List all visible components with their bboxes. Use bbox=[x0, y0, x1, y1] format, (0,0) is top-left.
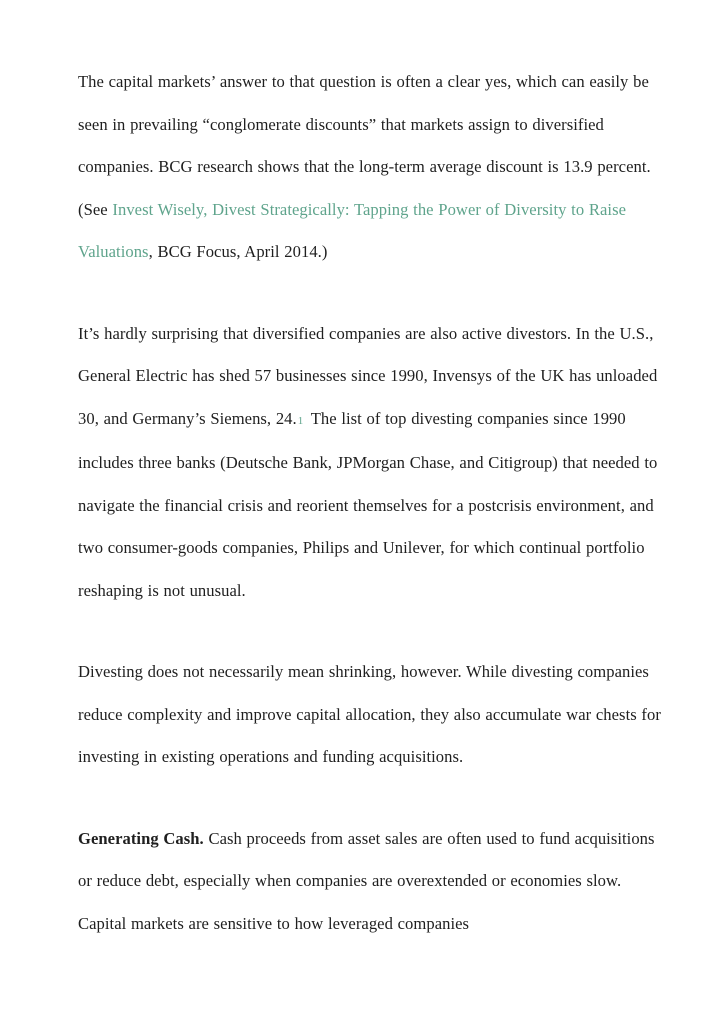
paragraph-text: Divesting does not necessarily mean shrinking, however. While divesting companies reduce complexity and improve capital allocation, they also accumulate war chests for investing in existing operations and funding acquisitions. bbox=[78, 662, 661, 766]
section-heading-generating-cash: Generating Cash. bbox=[78, 828, 204, 848]
paragraph-divesting-not-shrinking bbox=[78, 651, 665, 779]
paragraph-text: The capital markets’ answer to that question is often a clear yes, which can easily be seen in prevailing “conglomerate discounts” that markets assign to diversified companies. BCG research shows that the long-term average discount is 13.9 percent. (See bbox=[78, 72, 651, 219]
invest-wisely-article-link[interactable]: Invest Wisely, Divest Strategically: Tapping the Power of Diversity to Raise Valuations bbox=[78, 199, 626, 261]
paragraph-text: Cash proceeds from asset sales are often used to fund acquisitions or reduce debt, especially when companies are overextended or economies slow. Capital markets are sensitive to how leveraged companies bbox=[78, 828, 655, 933]
paragraph-text: It’s hardly surprising that diversified companies are also active divestors. In the U.S., General Electric has shed 57 businesses since 1990, Invensys of the UK has unloaded 30, and Germany’s Siemens, 24. bbox=[78, 323, 658, 428]
paragraph-conglomerate-discount bbox=[78, 61, 665, 274]
paragraph-text: The list of top divesting companies since 1990 includes three banks (Deutsche Bank, JPMorgan Chase, and Citigroup) that needed to navigate the financial crisis and reorient themselves for a postcrisis environment, and two consumer-goods companies, Philips and Unilever, for which continual portfolio reshaping is not unusual. bbox=[78, 408, 658, 600]
footnote-link-1[interactable]: 1 bbox=[297, 414, 304, 427]
paragraph-active-divestors bbox=[78, 313, 665, 613]
paragraph-generating-cash bbox=[78, 818, 665, 946]
paragraph-text: , BCG Focus, April 2014.) bbox=[148, 242, 328, 261]
